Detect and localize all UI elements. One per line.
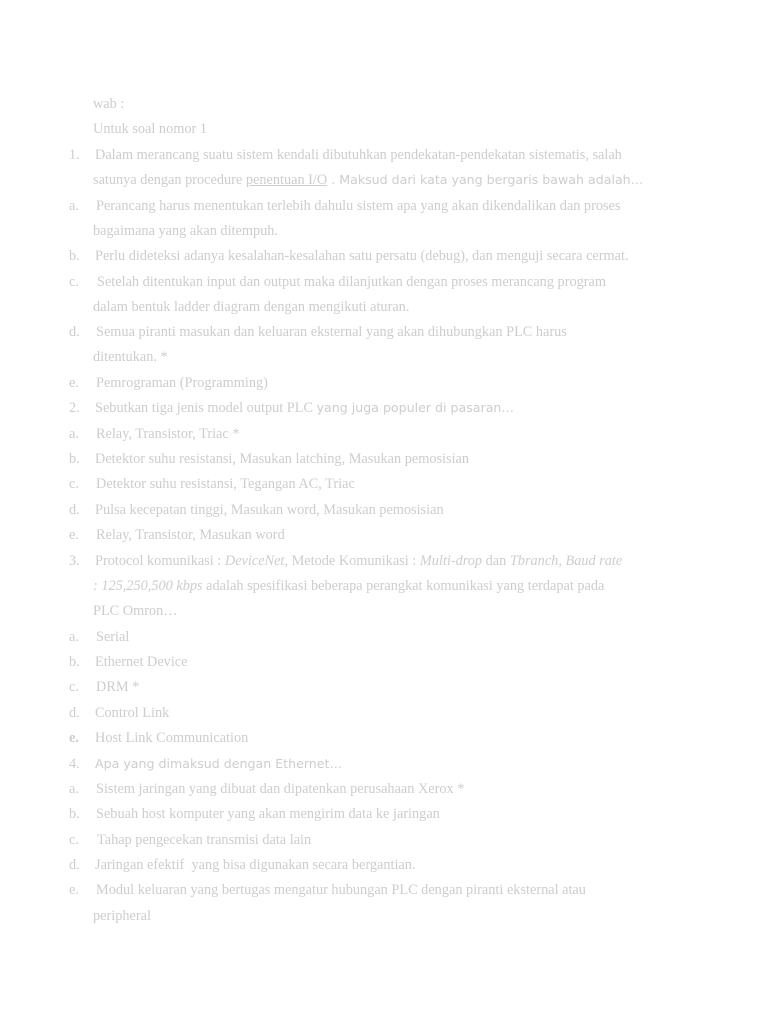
option-text: Pulsa kecepatan tinggi, Masukan word, Masukan pemosisian	[95, 502, 444, 518]
question-text-part: : 125,250,500 kbps	[93, 578, 203, 594]
option-1c-continuation: dalam bentuk ladder diagram dengan mengikuti aturan.	[93, 299, 410, 315]
option-text: Relay, Transistor, Masukan word	[96, 527, 285, 543]
option-marker: d.	[69, 705, 80, 721]
option-marker: e.	[69, 730, 79, 746]
option-1d-continuation: ditentukan. *	[93, 349, 168, 365]
question-text: Dalam merancang suatu sistem kendali dibutuhkan pendekatan-pendekatan sistematis, salah	[95, 147, 622, 163]
question-text-part: Tbranch, Baud rate	[509, 553, 623, 569]
question-text-part: adalah spesifikasi beberapa perangkat komunikasi yang terdapat pada	[202, 578, 605, 594]
option-text: Pemrograman (Programming)	[96, 375, 268, 391]
option-text: DRM *	[96, 679, 140, 695]
option-text: Serial	[96, 629, 130, 645]
option-marker: e.	[69, 375, 79, 391]
option-text: Ethernet Device	[95, 654, 188, 670]
section-title: Untuk soal nomor 1	[93, 121, 207, 137]
answer-heading: wab :	[93, 96, 125, 112]
question-text-part: , Metode Komunikasi :	[284, 553, 417, 569]
option-marker: a.	[69, 781, 79, 797]
option-marker: d.	[69, 857, 80, 873]
question-text	[95, 399, 514, 417]
question-text-part: Sebutkan tiga jenis model output PLC	[95, 400, 314, 416]
option-1a-continuation: bagaimana yang akan ditempuh.	[93, 223, 279, 239]
question-text: satunya dengan procedure	[93, 172, 243, 188]
option-marker: e.	[69, 882, 79, 898]
question-number: 1.	[69, 147, 80, 163]
question-text	[95, 552, 622, 570]
option-text: Sistem jaringan yang dibuat dan dipatenkan perusahaan Xerox *	[96, 781, 465, 797]
option-marker: c.	[69, 274, 79, 290]
option-text: Relay, Transistor, Triac *	[96, 426, 240, 442]
option-marker: e.	[69, 527, 79, 543]
option-marker: c.	[69, 832, 79, 848]
option-text: Control Link	[95, 705, 170, 721]
option-text: Modul keluaran yang bertugas mengatur hubungan PLC dengan piranti eksternal atau	[96, 882, 586, 898]
option-marker: c.	[69, 679, 79, 695]
question-text-part: Multi-drop	[419, 553, 483, 569]
question-1-continuation	[93, 171, 643, 189]
option-marker: a.	[69, 198, 79, 214]
question-text-part: Protocol komunikasi :	[95, 553, 222, 569]
question-3-continuation	[93, 577, 604, 595]
option-text: Detektor suhu resistansi, Tegangan AC, Triac	[96, 476, 355, 492]
option-text: Host Link Communication	[95, 730, 249, 746]
option-marker: a.	[69, 629, 79, 645]
underlined-term: penentuan I/O	[245, 172, 328, 188]
option-text: Perancang harus menentukan terlebih dahulu sistem apa yang akan dikendalikan dan proses	[96, 198, 621, 214]
question-3-continuation: PLC Omron…	[93, 603, 178, 619]
question-number: 2.	[69, 400, 80, 416]
option-marker: b.	[69, 806, 80, 822]
option-marker: a.	[69, 426, 79, 442]
option-marker: b.	[69, 451, 80, 467]
question-text: . Maksud dari kata yang bergaris bawah adalah…	[327, 172, 644, 187]
option-marker: d.	[69, 324, 80, 340]
option-text: Sebuah host komputer yang akan mengirim data ke jaringan	[96, 806, 440, 822]
option-text: Detektor suhu resistansi, Masukan latching, Masukan pemosisian	[95, 451, 470, 467]
question-text-part: DeviceNet	[224, 553, 285, 569]
question-text-part: yang juga populer di pasaran…	[316, 400, 514, 415]
question-text-part: dan	[482, 553, 510, 569]
option-marker: c.	[69, 476, 79, 492]
option-text: Tahap pengecekan transmisi data lain	[97, 832, 312, 848]
option-text: Perlu dideteksi adanya kesalahan-kesalahan satu persatu (debug), dan menguji secara cermat.	[95, 248, 629, 264]
question-number: 4.	[69, 756, 80, 772]
question-text: Apa yang dimaksud dengan Ethernet…	[95, 756, 343, 771]
option-marker: d.	[69, 502, 80, 518]
option-marker: b.	[69, 248, 80, 264]
option-4e-continuation: peripheral	[93, 908, 151, 924]
option-text: Setelah ditentukan input dan output maka dilanjutkan dengan proses merancang program	[97, 274, 606, 290]
option-text: Semua piranti masukan dan keluaran eksternal yang akan dihubungkan PLC harus	[96, 324, 567, 340]
option-marker: b.	[69, 654, 80, 670]
question-number: 3.	[69, 553, 80, 569]
option-text: Jaringan efektif yang bisa digunakan secara bergantian.	[95, 857, 416, 873]
